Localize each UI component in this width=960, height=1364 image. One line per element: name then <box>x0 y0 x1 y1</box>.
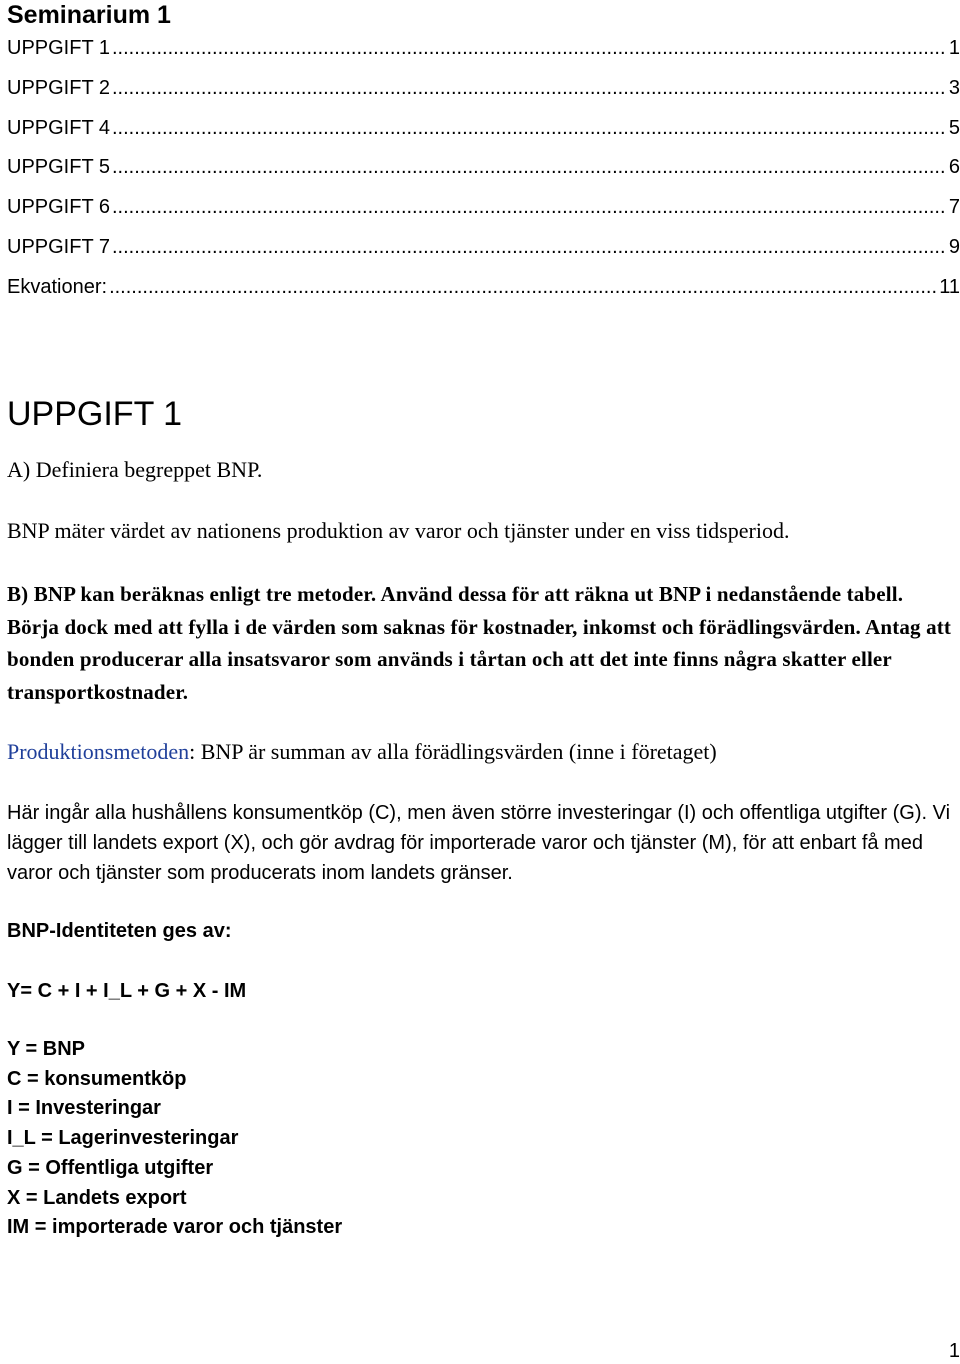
toc-entry-label: UPPGIFT 2 <box>7 76 110 99</box>
toc-dot-leader <box>112 114 947 142</box>
document-title: Seminarium 1 <box>7 1 171 29</box>
production-method-line <box>7 737 717 767</box>
definition-i-l: I_L = Lagerinvesteringar <box>7 1127 239 1150</box>
toc-entry-page: 11 <box>939 275 960 298</box>
toc-entry-label: Ekvationer: <box>7 275 108 298</box>
toc-dot-leader <box>112 74 947 102</box>
toc-entry-uppgift-4[interactable] <box>7 114 960 154</box>
definition-i: I = Investeringar <box>7 1097 161 1120</box>
toc-entry-uppgift-2[interactable] <box>7 74 960 114</box>
definition-c: C = konsumentköp <box>7 1067 187 1090</box>
table-of-contents <box>7 34 960 313</box>
toc-dot-leader <box>112 34 947 62</box>
definition-g: G = Offentliga utgifter <box>7 1156 214 1179</box>
section-heading: UPPGIFT 1 <box>7 395 183 433</box>
identity-heading: BNP-Identiteten ges av: <box>7 920 232 942</box>
definition-im: IM = importerade varor och tjänster <box>7 1216 343 1239</box>
toc-entry-ekvationer[interactable] <box>7 273 960 313</box>
method-description: BNP är summan av alla förädlingsvärden (inne i företaget) <box>195 739 717 764</box>
method-colon: : <box>189 739 196 764</box>
page-number: 1 <box>948 1340 960 1362</box>
toc-entry-page: 6 <box>948 156 960 179</box>
toc-entry-page: 7 <box>948 196 960 219</box>
toc-entry-page: 5 <box>948 116 960 139</box>
explanation-paragraph: Här ingår alla hushållens konsumentköp (C), men även större investeringar (I) och offentliga utgifter (G). Vi lägger till landets export (X), och gör avdrag för importerade varor och tjänster (M), för att enbart få med varor och tjänster som producerats inom landets gränser. <box>7 802 951 884</box>
toc-entry-label: UPPGIFT 4 <box>7 116 110 139</box>
toc-entry-page: 1 <box>948 37 960 59</box>
toc-entry-label: UPPGIFT 6 <box>7 196 110 219</box>
toc-entry-page: 9 <box>948 235 960 258</box>
toc-dot-leader <box>112 193 947 221</box>
question-b: B) BNP kan beräknas enligt tre metoder. Använd dessa för att räkna ut BNP i nedanstående tabell. Börja dock med att fylla i de värden som saknas för kostnader, inkomst och förädlingsvärden. Antag att bonden producerar alla insatsvaror som används i tårtan och att det inte finns några skatter eller transportkostnader. <box>7 582 952 704</box>
toc-dot-leader <box>112 233 947 261</box>
method-name: Produktionsmetoden <box>7 739 190 764</box>
toc-entry-uppgift-5[interactable] <box>7 153 960 193</box>
toc-entry-uppgift-7[interactable] <box>7 233 960 273</box>
toc-entry-page: 3 <box>948 76 960 99</box>
variable-definitions <box>7 1035 342 1243</box>
toc-entry-label: UPPGIFT 1 <box>7 37 110 59</box>
toc-dot-leader <box>112 153 947 181</box>
gdp-formula: Y= C + I + I_L + G + X - IM <box>7 980 247 1002</box>
toc-entry-label: UPPGIFT 7 <box>7 235 110 258</box>
toc-entry-label: UPPGIFT 5 <box>7 156 110 179</box>
definition-x: X = Landets export <box>7 1186 187 1209</box>
toc-entry-uppgift-1[interactable] <box>7 34 960 74</box>
toc-entry-uppgift-6[interactable] <box>7 193 960 233</box>
definition-y: Y = BNP <box>7 1038 85 1060</box>
toc-dot-leader <box>109 273 937 301</box>
answer-a: BNP mäter värdet av nationens produktion av varor och tjänster under en viss tidsperiod. <box>7 518 790 543</box>
question-a: A) Definiera begreppet BNP. <box>7 457 263 482</box>
